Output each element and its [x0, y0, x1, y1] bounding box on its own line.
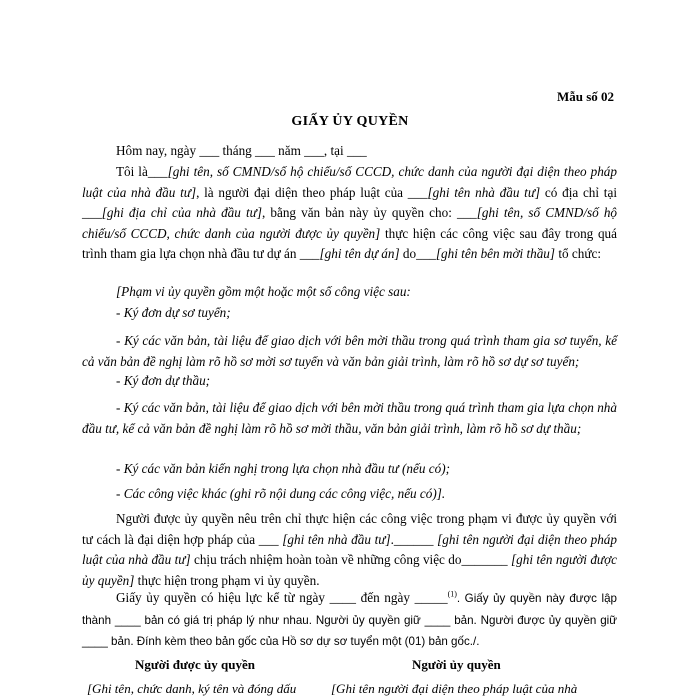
intro-italic-1: [ghi tên, số CMND/số hộ chiếu/số CCCD, chức danh của người đại diện theo pháp luật của nhà đầu tư]	[82, 164, 617, 200]
intro-italic-4: [ghi tên, số CMND/số hộ chiếu/số CCCD, chức danh của người được ủy quyền]	[82, 205, 617, 241]
intro-text-2: , là người đại diện theo pháp luật của ___	[196, 184, 428, 200]
scope-item-1: - Ký đơn dự sơ tuyển;	[116, 305, 231, 320]
intro-italic-3: [ghi địa chỉ của nhà đầu tư]	[101, 205, 262, 220]
intro-italic-2: [ghi tên nhà đầu tư]	[427, 184, 541, 200]
scope-item-4: - Ký các văn bản, tài liệu để giao dịch với bên mời thầu trong quá trình tham gia lựa chọn nhà đầu tư, kể cả văn bản đề nghị làm rõ hồ sơ mời thầu, văn bản giải trình, làm rõ hồ sơ dự thầu;	[82, 400, 617, 436]
resp-italic-1: [ghi tên nhà đầu tư]	[282, 531, 391, 547]
intro-text-3: có địa chỉ tại ___	[82, 184, 617, 220]
date-line: Hôm nay, ngày ___ tháng ___ năm ___, tại ___	[116, 143, 367, 158]
intro-text-1: Tôi là___	[116, 164, 168, 179]
document-title: GIẤY ỦY QUYỀN	[291, 114, 409, 129]
signature-right-note: [Ghi tên người đại diện theo pháp luật của nhà	[331, 681, 578, 696]
resp-text-2: .______	[390, 531, 438, 547]
intro-italic-5: [ghi tên dự án]	[319, 246, 400, 261]
scope-heading: [Phạm vi ủy quyền gồm một hoặc một số công việc sau:	[116, 284, 411, 299]
validity-text-2: . Giấy ủy quyền này được lập thành ____ bản có giá trị pháp lý như nhau. Người ủy quyền giữ ____ bản. Người được ủy quyền giữ ____ bản. Đính kèm theo bản gốc của Hồ sơ dự sơ tuyển một (01) bản gốc./.	[82, 592, 617, 648]
scope-item-3: - Ký đơn dự thầu;	[116, 373, 211, 388]
validity-paragraph	[82, 588, 617, 653]
intro-text-7: tổ chức:	[555, 246, 601, 261]
form-code: Mẫu số 02	[556, 89, 614, 104]
signature-right-title: Người ủy quyền	[412, 657, 501, 672]
scope-item-2: - Ký các văn bản, tài liệu để giao dịch với bên mời thầu trong quá trình tham gia sơ tuyển, kể cả văn bản đề nghị làm rõ hồ sơ mời sơ tuyển và văn bản giải trình, làm rõ hồ sơ dự sơ tuyển;	[82, 333, 617, 369]
intro-text-6: do___	[399, 246, 436, 261]
intro-text-4: , bằng văn bản này ủy quyền cho: ___	[261, 205, 477, 220]
resp-text-3: chịu trách nhiệm hoàn toàn về những công việc do_______	[190, 552, 512, 567]
signature-left-note: [Ghi tên, chức danh, ký tên và đóng dấu	[87, 681, 297, 696]
signature-left-title: Người được ủy quyền	[135, 657, 255, 672]
intro-text-5: thực hiện các công việc sau đây trong quá trình tham gia lựa chọn nhà đầu tư dự án ___	[82, 225, 617, 261]
scope-item-6: - Các công việc khác (ghi rõ nội dung các công việc, nếu có)].	[116, 486, 446, 501]
resp-text-1: Người được ủy quyền nêu trên chỉ thực hiện các công việc trong phạm vi được ủy quyền với tư cách là đại diện hợp pháp của ___	[82, 511, 617, 547]
footnote-marker: (1)	[447, 589, 457, 599]
scope-item-5: - Ký các văn bản kiến nghị trong lựa chọn nhà đầu tư (nếu có);	[116, 461, 450, 476]
resp-text-4: thực hiện trong phạm vi ủy quyền.	[134, 572, 320, 588]
resp-italic-2: [ghi tên người đại diện theo pháp luật của nhà đầu tư]	[82, 531, 617, 567]
resp-italic-3: [ghi tên người được ủy quyền]	[82, 552, 617, 588]
intro-italic-6: [ghi tên bên mời thầu]	[435, 246, 556, 261]
intro-paragraph	[82, 162, 617, 265]
validity-text-1: Giấy ủy quyền có hiệu lực kể từ ngày ____ đến ngày _____	[116, 590, 448, 605]
responsibility-paragraph	[82, 509, 617, 591]
